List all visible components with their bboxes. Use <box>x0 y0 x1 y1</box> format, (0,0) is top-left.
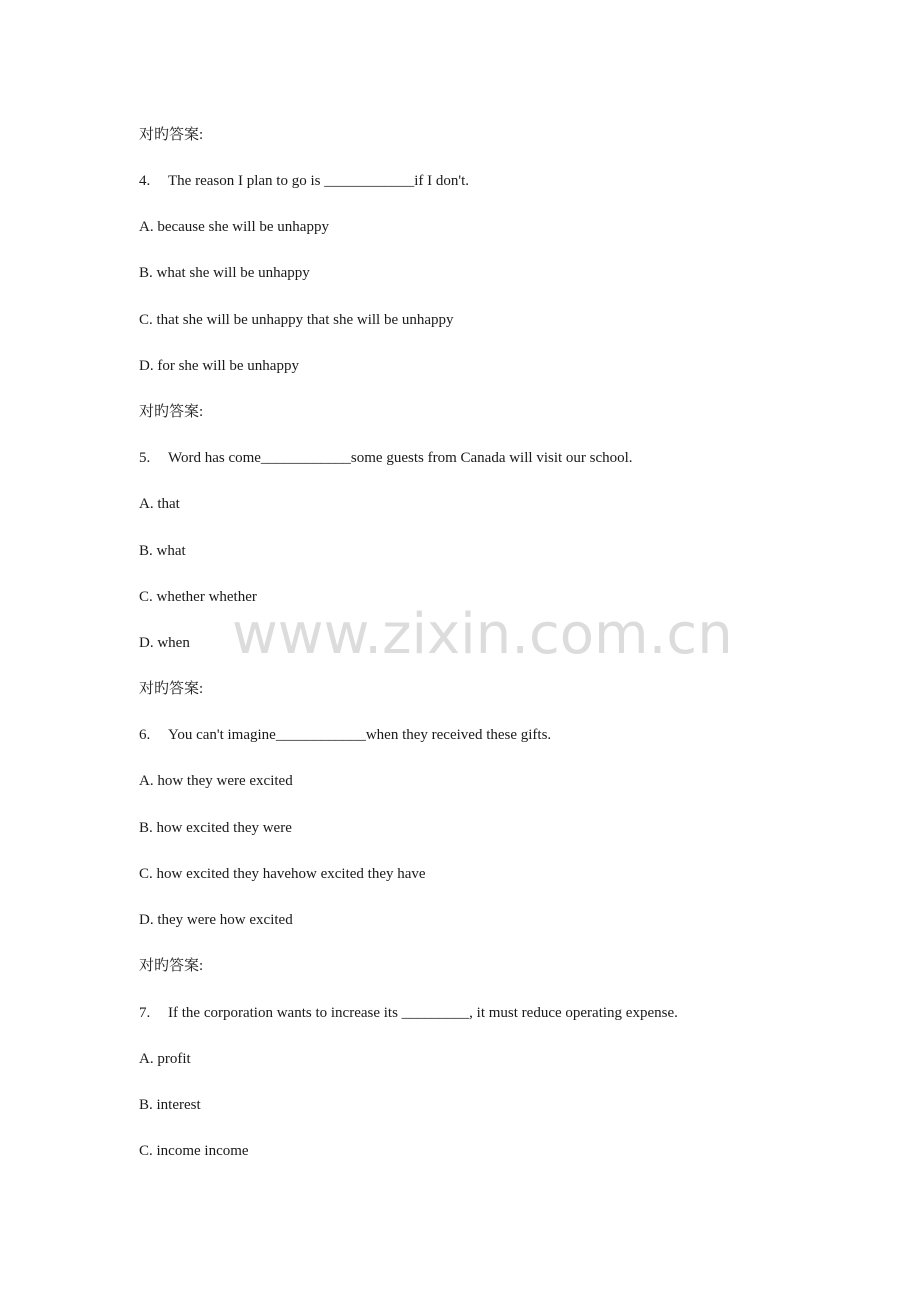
option-a: A. that <box>139 496 180 512</box>
option-a: A. how they were excited <box>139 773 293 789</box>
option-a: A. because she will be unhappy <box>139 219 329 235</box>
option-b: B. what she will be unhappy <box>139 265 310 281</box>
option-c: C. that she will be unhappy that she will be unhappy <box>139 312 454 328</box>
question-7 <box>139 1004 678 1022</box>
question-5 <box>139 449 633 467</box>
option-b: B. what <box>139 543 186 559</box>
option-b: B. how excited they were <box>139 820 292 836</box>
question-text: If the corporation wants to increase its _________, it must reduce operating expense. <box>168 1005 678 1021</box>
answer-label: 对旳答案: <box>139 681 204 697</box>
answer-label: 对旳答案: <box>139 127 204 143</box>
question-text: The reason I plan to go is ____________if I don't. <box>168 173 469 189</box>
option-d: D. for she will be unhappy <box>139 358 299 374</box>
option-c: C. how excited they havehow excited they have <box>139 866 426 882</box>
question-number: 4. <box>139 173 151 189</box>
question-number: 6. <box>139 727 151 743</box>
question-text: You can't imagine____________when they received these gifts. <box>168 727 552 743</box>
option-d: D. when <box>139 635 190 651</box>
option-c: C. income income <box>139 1143 249 1159</box>
question-6 <box>139 726 551 744</box>
answer-label: 对旳答案: <box>139 958 204 974</box>
option-d: D. they were how excited <box>139 912 293 928</box>
question-number: 7. <box>139 1005 151 1021</box>
question-text: Word has come____________some guests from Canada will visit our school. <box>168 450 633 466</box>
question-number: 5. <box>139 450 151 466</box>
option-b: B. interest <box>139 1097 201 1113</box>
question-4 <box>139 172 469 190</box>
option-c: C. whether whether <box>139 589 257 605</box>
option-a: A. profit <box>139 1051 191 1067</box>
answer-label: 对旳答案: <box>139 404 204 420</box>
watermark: www.zixin.com.cn <box>232 602 733 667</box>
